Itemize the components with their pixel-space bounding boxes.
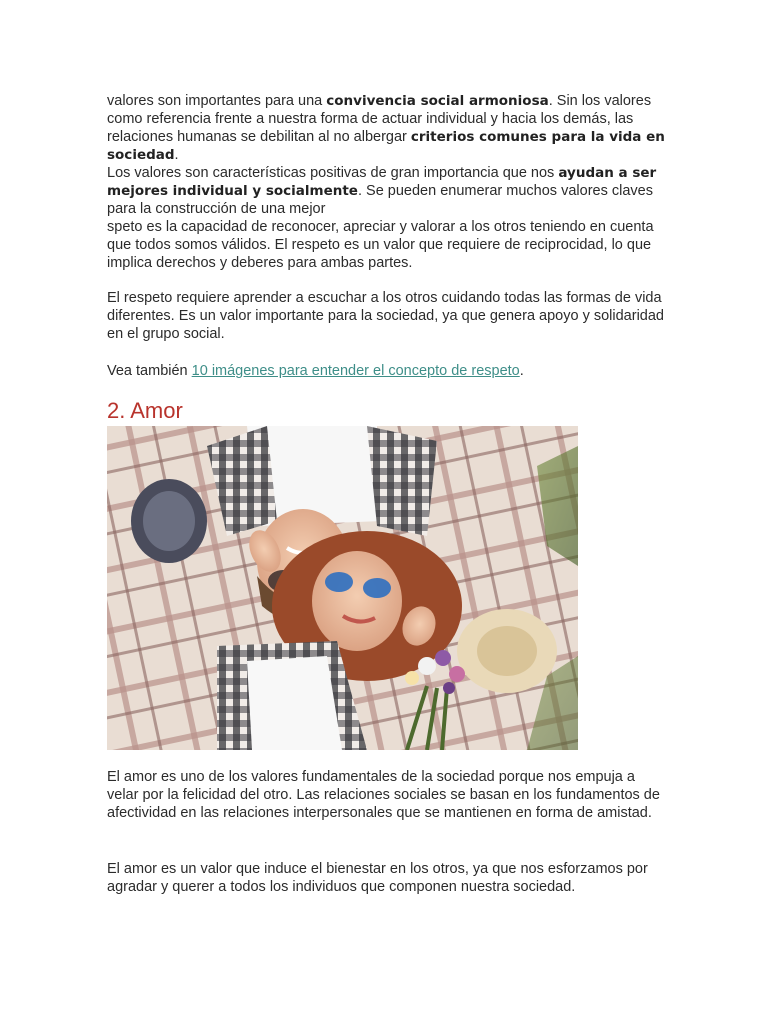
see-also-suffix: . — [519, 363, 524, 379]
intro-bold-text: convivencia social armoniosa — [326, 93, 549, 109]
intro-text: . Sin los valores como referencia frente a nuestra forma de actuar individual y hacia los demás, las relaciones humanas se debilitan al no albergar — [107, 93, 652, 145]
see-also-link[interactable]: 10 imágenes para entender el concepto de respeto — [191, 363, 520, 379]
respeto-text-block — [107, 289, 667, 343]
intro-text: . Se pueden enumerar muchos valores claves para la construcción de una mejor — [107, 183, 653, 217]
intro-text: . — [174, 147, 179, 163]
intro-paragraph-3: speto es la capacidad de reconocer, apreciar y valorar a los otros teniendo en cuenta que todos somos válidos. El respeto es un valor que requiere de reciprocidad, lo que implica derechos y deberes para ambas partes. — [107, 219, 654, 271]
woman-face — [312, 551, 402, 651]
couple-photo-illustration — [107, 426, 578, 750]
intro-text-block — [107, 92, 667, 272]
see-also-paragraph — [107, 362, 667, 380]
amor-paragraph-1: El amor es uno de los valores fundamentales de la sociedad porque nos empuja a velar por la felicidad del otro. Las relaciones sociales se basan en los fundamentos de afectividad en las relaciones interpersonales que se mantienen en forma de amistad. — [107, 769, 660, 821]
intro-text: Los valores son características positivas de gran importancia que nos — [107, 165, 559, 181]
intro-bold-text: criterios comunes para la vida en sociedad — [107, 129, 665, 163]
intro-text: valores son importantes para una — [107, 93, 327, 109]
couple-photo — [107, 426, 578, 750]
section-heading: 2. Amor — [107, 398, 183, 423]
amor-text-block-2 — [107, 860, 667, 896]
amor-text-block-1 — [107, 768, 667, 822]
respeto-paragraph: El respeto requiere aprender a escuchar a los otros cuidando todas las formas de vida diferentes. Es un valor importante para la sociedad, ya que genera apoyo y solidaridad en el grupo social. — [107, 290, 664, 342]
intro-bold-text: ayudan a ser mejores individual y socialmente — [107, 165, 657, 199]
see-also-line — [107, 362, 667, 380]
see-also-prefix: Vea también — [107, 363, 192, 379]
intro-paragraph-2 — [107, 164, 667, 218]
amor-paragraph-2: El amor es un valor que induce el bienestar en los otros, ya que nos esforzamos por agradar y querer a todos los individuos que componen nuestra sociedad. — [107, 861, 648, 895]
intro-paragraph-1 — [107, 92, 667, 164]
